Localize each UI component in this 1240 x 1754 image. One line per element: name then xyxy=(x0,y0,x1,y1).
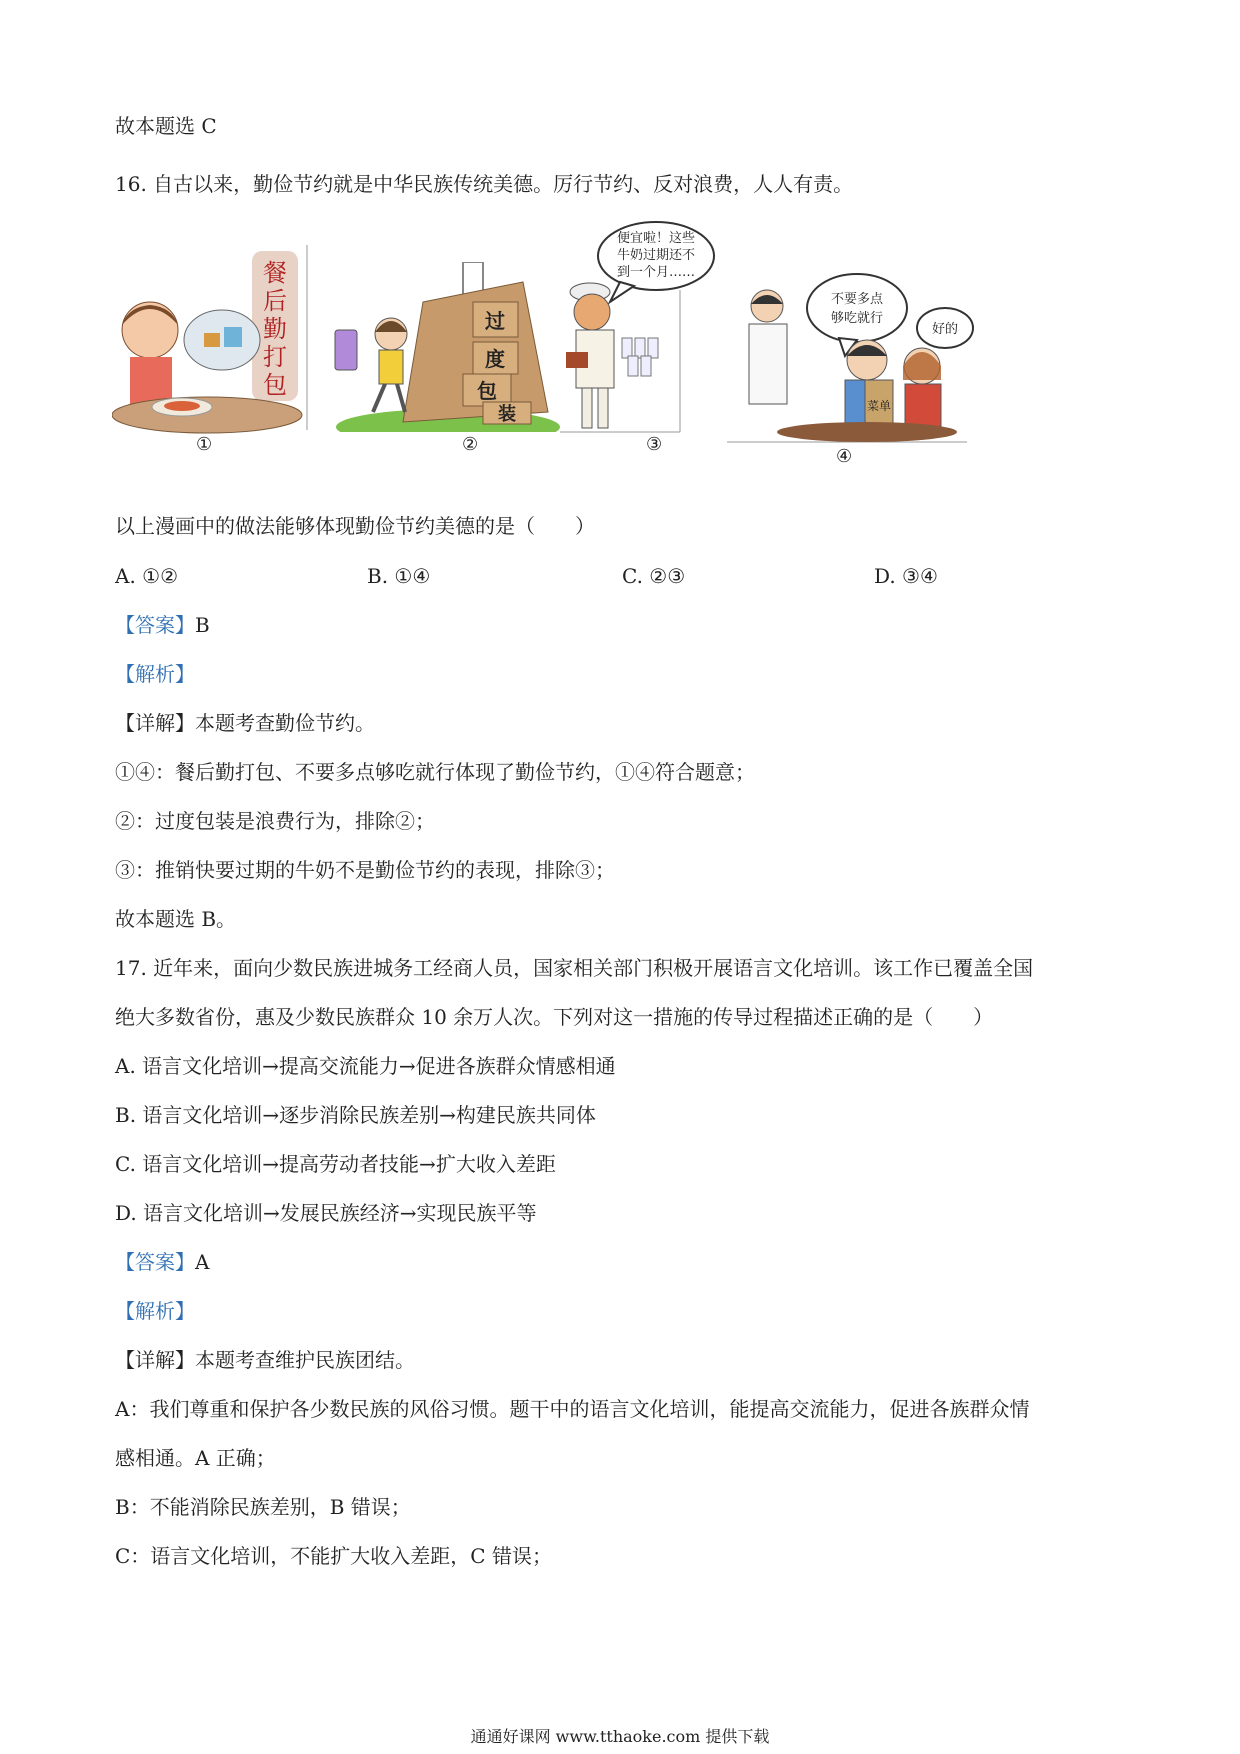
svg-text:过: 过 xyxy=(485,309,505,333)
q17-analysis-tag: 【解析】 xyxy=(115,1299,195,1323)
svg-text:到一个月……: 到一个月…… xyxy=(616,265,696,280)
cartoon-1-take-leftovers xyxy=(112,245,312,435)
q17-option-c: C. 语言文化培训→提高劳动者技能→扩大收入差距 xyxy=(115,1152,556,1176)
q17-option-a: A. 语言文化培训→提高交流能力→促进各族群众情感相通 xyxy=(115,1054,616,1078)
svg-text:包: 包 xyxy=(477,379,497,403)
q17-detail-line: 【详解】本题考查维护民族团结。 xyxy=(115,1348,415,1372)
q16-option-d: D. ③④ xyxy=(874,564,938,588)
previous-conclusion: 故本题选 C xyxy=(115,114,217,138)
page-footer: 通通好课网 www.tthaoke.com 提供下载 xyxy=(470,1727,770,1746)
q16-option-b: B. ①④ xyxy=(367,564,431,588)
cartoon-3-number: ③ xyxy=(646,434,663,455)
cartoon-4-number: ④ xyxy=(836,446,853,467)
q17-stem: 17. 近年来，面向少数民族进城务工经商人员，国家相关部门积极开展语言文化培训。该工作已覆盖全国 xyxy=(115,956,1034,980)
q17-detail-line: B：不能消除民族差别，B 错误； xyxy=(115,1495,411,1519)
q16-detail-line: ②：过度包装是浪费行为，排除②； xyxy=(115,809,435,833)
q16-detail-line: ③：推销快要过期的牛奶不是勤俭节约的表现，排除③； xyxy=(115,858,615,882)
q17-option-b: B. 语言文化培训→逐步消除民族差别→构建民族共同体 xyxy=(115,1103,596,1127)
svg-text:便宜啦！这些: 便宜啦！这些 xyxy=(616,231,696,246)
cartoon-3-expiring-milk xyxy=(560,220,715,435)
svg-text:牛奶过期还不: 牛奶过期还不 xyxy=(616,248,696,263)
cartoon-1-sign-text xyxy=(263,259,287,399)
svg-text:打: 打 xyxy=(263,343,287,371)
cartoon-4-reply: 好的 xyxy=(931,322,959,337)
q17-answer xyxy=(115,1248,209,1276)
q16-analysis-tag: 【解析】 xyxy=(115,662,195,686)
svg-text:餐: 餐 xyxy=(263,259,287,287)
svg-text:勤: 勤 xyxy=(263,315,287,343)
q16-detail-line: ①④：餐后勤打包、不要多点够吃就行体现了勤俭节约，①④符合题意； xyxy=(115,760,755,784)
cartoon-4-order-enough xyxy=(727,268,975,446)
cartoon-1-number: ① xyxy=(196,434,213,455)
q16-detail-line: 【详解】本题考查勤俭节约。 xyxy=(115,711,375,735)
q16-option-a: A. ①② xyxy=(115,564,179,588)
cartoon-3-bubble-text xyxy=(617,230,695,280)
q16-option-c: C. ②③ xyxy=(622,564,686,588)
svg-text:包: 包 xyxy=(263,371,287,399)
answer-value: B xyxy=(195,613,210,637)
q16-answer xyxy=(115,611,210,639)
svg-text:后: 后 xyxy=(263,287,287,315)
q17-detail-line: A：我们尊重和保护各少数民族的风俗习惯。题干中的语言文化培训，能提高交流能力，促进各族群众情 xyxy=(115,1397,1030,1421)
svg-text:度: 度 xyxy=(485,347,505,371)
svg-text:不要多点: 不要多点 xyxy=(830,292,884,307)
cartoon-2-number: ② xyxy=(462,434,479,455)
q16-detail-line: 故本题选 B。 xyxy=(115,907,237,931)
q17-detail-line: 感相通。A 正确； xyxy=(115,1446,276,1470)
answer-value: A xyxy=(195,1250,210,1274)
q16-stem: 16. 自古以来，勤俭节约就是中华民族传统美德。厉行节约、反对浪费，人人有责。 xyxy=(115,172,854,196)
q17-stem: 绝大多数省份，惠及少数民族群众 10 余万人次。下列对这一措施的传导过程描述正确的是（ ） xyxy=(115,1005,994,1029)
q17-detail-line: C：语言文化培训，不能扩大收入差距，C 错误； xyxy=(115,1544,552,1568)
q16-question: 以上漫画中的做法能够体现勤俭节约美德的是（ ） xyxy=(115,514,595,538)
answer-tag: 【答案】 xyxy=(115,613,195,637)
svg-text:装: 装 xyxy=(498,404,516,425)
answer-tag: 【答案】 xyxy=(115,1250,195,1274)
q17-option-d: D. 语言文化培训→发展民族经济→实现民族平等 xyxy=(115,1201,537,1225)
cartoon-2-excessive-packaging xyxy=(333,262,563,432)
svg-text:够吃就行: 够吃就行 xyxy=(830,311,884,326)
cartoon-4-menu-text: 菜单 xyxy=(866,399,892,413)
